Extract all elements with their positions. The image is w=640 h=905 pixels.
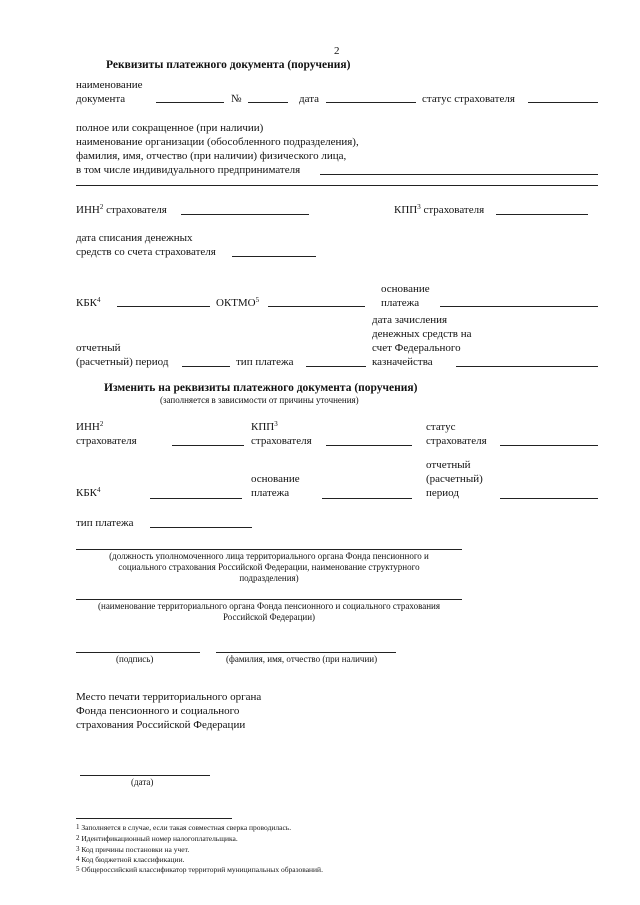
territorial-org-caption: (наименование территориального органа Фонда пенсионного и социального страхования Российской Федерации) [98,601,440,622]
new-kpp-label-l2: страхователя [251,435,312,447]
date-label: дата [299,93,320,105]
debit-date-label-l2: средств со счета страхователя [76,246,216,258]
org-label-l2: наименование организации (обособленного подразделения), [76,136,359,148]
new-period-field[interactable] [500,498,598,499]
debit-date-field[interactable] [232,256,316,257]
doc-name-field[interactable] [156,102,224,103]
new-inn-label: ИНН$^2$ [76,420,104,433]
new-period-label-l2: (расчетный) [426,473,483,485]
oktmo-label: ОКТМО$^5$ [216,296,260,309]
stamp-label-l1: Место печати территориального органа [76,691,262,703]
org-label-l3: фамилия, имя, отчество (при наличии) физического лица, [76,150,347,162]
stamp-label-l3: страхования Российской Федерации [76,719,246,731]
position-field[interactable] [76,549,462,550]
new-kbk-label: КБК$^4$ [76,486,101,499]
new-status-label-l1: статус [426,421,456,433]
credit-date-label-l3: счет Федерального [372,342,461,354]
doc-name-label-l2: документа [76,93,126,105]
sign-date-field[interactable] [80,775,210,776]
new-kpp-label: КПП$^3$ [251,420,278,433]
footnote-item: $^5$ Общероссийский классификатор территорий муниципальных образований. [76,865,323,874]
org-label-l1: полное или сокращенное (при наличии) [76,122,264,134]
new-basis-label-l1: основание [251,473,300,485]
footnote-separator [76,818,232,819]
insurer-status-field[interactable] [528,102,598,103]
insurer-status-label: статус страхователя [422,93,515,105]
period-label-l1: отчетный [76,342,121,354]
payment-type-field[interactable] [306,366,366,367]
new-status-field[interactable] [500,445,598,446]
payment-basis-field[interactable] [440,306,598,307]
period-field[interactable] [182,366,230,367]
new-period-label-l1: отчетный [426,459,471,471]
kbk-label: КБК$^4$ [76,296,101,309]
page-number: 2 [334,45,340,57]
position-caption: (должность уполномоченного лица территориального органа Фонда пенсионного и социального страхования Российской Федерации, наименование структурного подразделения) [109,551,429,583]
credit-date-label-l2: денежных средств на [372,328,472,340]
new-inn-field[interactable] [172,445,244,446]
territorial-org-field[interactable] [76,599,462,600]
new-basis-label-l2: платежа [251,487,290,499]
footnote-item: $^4$ Код бюджетной классификации. [76,855,185,864]
sign-date-caption: (дата) [131,777,154,787]
new-basis-field[interactable] [322,498,412,499]
basis-label-l2: платежа [381,297,420,309]
credit-date-label-l1: дата зачисления [372,314,448,326]
new-status-label-l2: страхователя [426,435,487,447]
new-payment-type-label: тип платежа [76,517,134,529]
footnote-item: $^1$ Заполняется в случае, если такая совместная сверка проводилась. [76,823,292,832]
doc-date-field[interactable] [326,102,416,103]
kpp-field[interactable] [496,214,588,215]
inn-label: ИНН$^2$ страхователя [76,203,167,216]
section2-subtitle: (заполняется в зависимости от причины уточнения) [160,395,359,405]
signature-field[interactable] [76,652,200,653]
new-payment-type-field[interactable] [150,527,252,528]
basis-label-l1: основание [381,283,430,295]
payment-type-label: тип платежа [236,356,294,368]
stamp-label-l2: Фонда пенсионного и социального [76,705,240,717]
kpp-label: КПП$^3$ страхователя [394,203,485,216]
footnote-item: $^3$ Код причины постановки на учет. [76,845,190,854]
new-period-label-l3: период [426,487,459,499]
inn-field[interactable] [181,214,309,215]
org-name-field[interactable] [320,174,598,175]
new-inn-label-l2: страхователя [76,435,137,447]
fio-field[interactable] [216,652,396,653]
credit-date-label-l4: казначейства [372,356,433,368]
oktmo-field[interactable] [268,306,365,307]
credit-date-field[interactable] [456,366,598,367]
section1-title: Реквизиты платежного документа (поручения) [106,59,351,71]
org-name-field-cont[interactable] [76,185,598,186]
signature-caption: (подпись) [116,654,154,664]
period-label-l2: (расчетный) период [76,356,169,368]
new-kbk-field[interactable] [150,498,242,499]
debit-date-label-l1: дата списания денежных [76,232,193,244]
number-label: № [231,93,242,105]
doc-number-field[interactable] [248,102,288,103]
footnote-item: $^2$ Идентификационный номер налогоплательщика. [76,834,238,843]
section2-title: Изменить на реквизиты платежного документа (поручения) [104,382,418,394]
kbk-field[interactable] [117,306,210,307]
org-label-l4: в том числе индивидуального предпринимателя [76,164,301,176]
new-kpp-field[interactable] [326,445,412,446]
fio-caption: (фамилия, имя, отчество (при наличии) [226,654,378,664]
doc-name-label-l1: наименование [76,79,143,91]
